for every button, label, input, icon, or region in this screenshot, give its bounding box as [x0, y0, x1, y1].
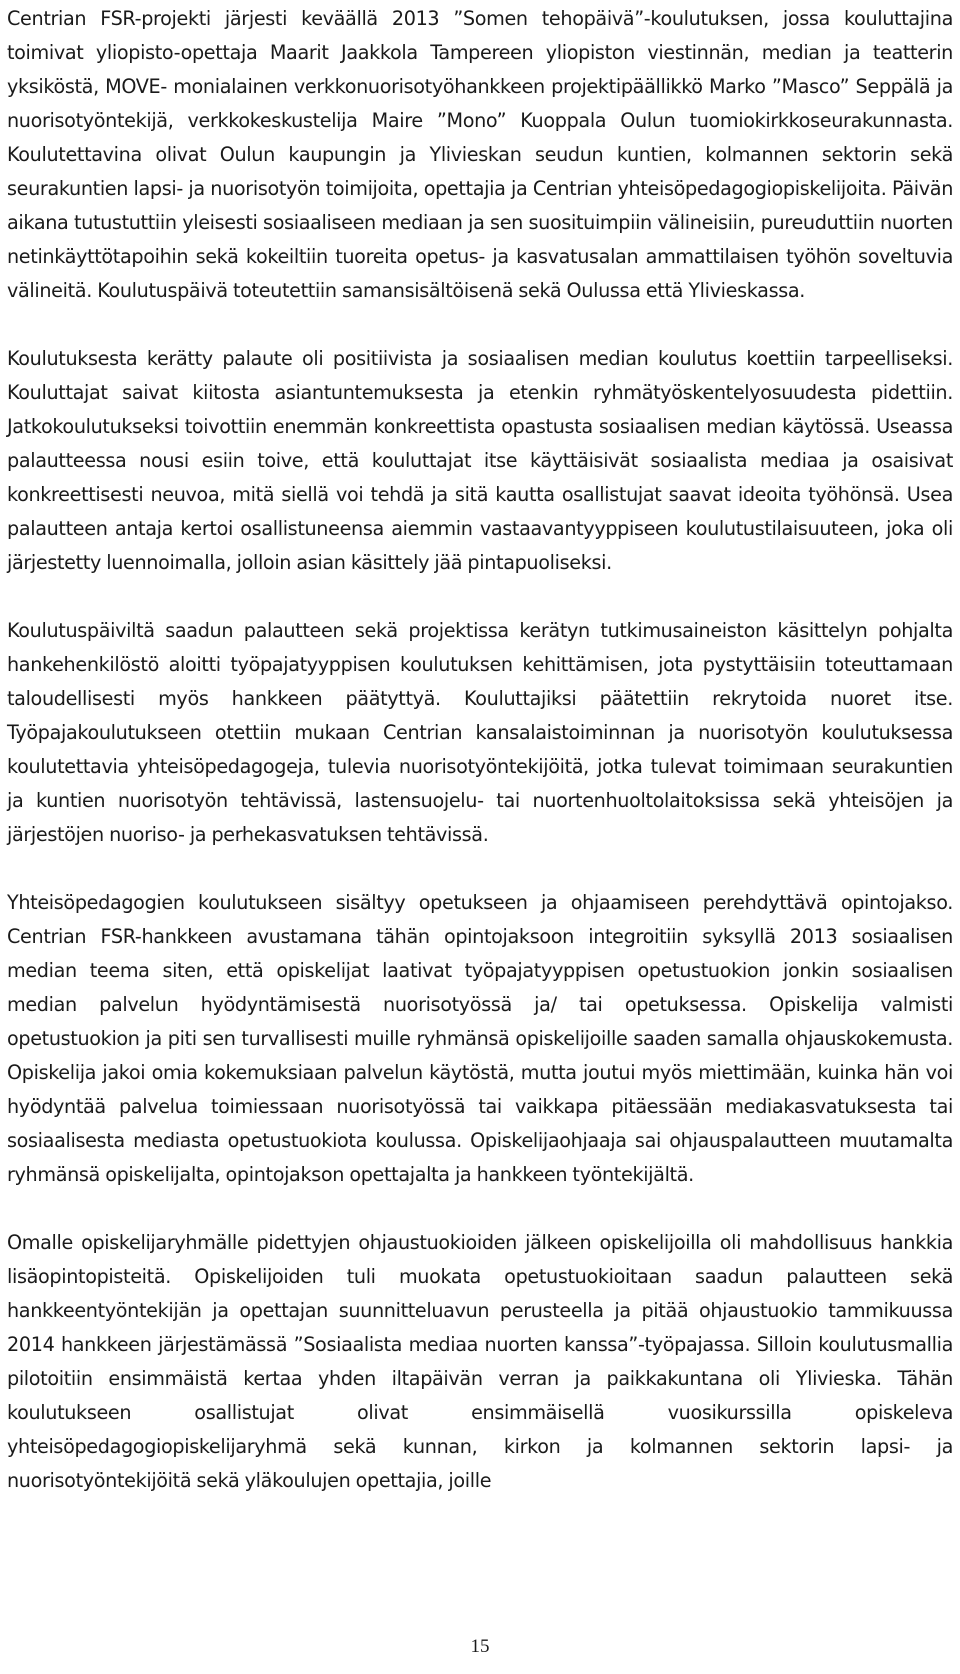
page-number: 15: [470, 1636, 490, 1657]
paragraph-workshop-development: Koulutuspäiviltä saadun palautteen sekä projektissa kerätyn tutkimusaineiston käsittelyn pohjalta hankehenkilöstö aloitti työpajatyyppisen koulutuksen kehittämisen, jota pystyttäisiin toteuttamaan taloudellisesti myös hankkeen päätyttyä. Kouluttajiksi päätettiin rekrytoida nuoret itse. Työpajakoulutukseen otettiin mukaan Centrian kansalaistoiminnan ja nuorisotyön koulutuksessa koulutettavia yhteisöpedagogeja, tulevia nuorisotyöntekijöitä, jotka tulevat toimimaan seurakuntien ja kuntien nuorisotyön tehtävissä, lastensuojelu- tai nuortenhuoltolaitoksissa sekä yhteisöjen ja järjestöjen nuoriso- ja perhekasvatuksen tehtävissä.: [7, 619, 953, 846]
paragraph-training-day: Centrian FSR-projekti järjesti keväällä 2013 ”Somen tehopäivä”-koulutuksen, jossa kouluttajina toimivat yliopisto-opettaja Maarit Jaakkola Tampereen yliopiston viestinnän, median ja teatterin yksiköstä, MOVE- monialainen verkkonuorisotyöhankkeen projektipäällikkö Marko ”Masco” Seppälä ja nuorisotyöntekijä, verkkokeskustelija Maire ”Mono” Kuoppala Oulun tuomiokirkkoseurakunnasta. Koulutettavina olivat Oulun kaupungin ja Ylivieskan seudun kuntien, kolmannen sektorin sekä seurakuntien lapsi- ja nuorisotyön toimijoita, opettajia ja Centrian yhteisöpedagogiopiskelijoita. Päivän aikana tutustuttiin yleisesti sosiaaliseen mediaan ja sen suosituimpiin välineisiin, pureuduttiin nuorten netinkäyttötapoihin sekä kokeiltiin tuoreita opetus- ja kasvatusalan ammattilaisen työhön soveltuvia välineitä. Koulutuspäivä toteutettiin samansisältöisenä sekä Oulussa että Ylivieskassa.: [7, 7, 953, 302]
paragraph-study-module: Yhteisöpedagogien koulutukseen sisältyy opetukseen ja ohjaamiseen perehdyttävä opintojakso. Centrian FSR-hankkeen avustamana tähän opintojaksoon integroitiin syksyllä 2013 sosiaalisen median teema siten, että opiskelijat laativat työpajatyyppisen opetustuokion jonkin sosiaalisen median palvelun hyödyntämisestä nuorisotyössä ja/ tai opetuksessa. Opiskelija valmisti opetustuokion ja piti sen turvallisesti muille ryhmänsä opiskelijoille saaden samalla ohjauskokemusta. Opiskelija jakoi omia kokemuksiaan palvelun käytöstä, mutta joutui myös miettimään, kuinka hän voi hyödyntää palvelua toimiessaan nuorisotyössä tai vaikkapa pitäessään mediakasvatuksesta tai sosiaalisesta mediasta opetustuokiota koulussa. Opiskelijaohjaaja sai ohjauspalautteen muutamalta ryhmänsä opiskelijalta, opintojakson opettajalta ja hankkeen työntekijältä.: [7, 891, 953, 1186]
paragraph-pilot-workshop: Omalle opiskelijaryhmälle pidettyjen ohjaustuokioiden jälkeen opiskelijoilla oli mahdollisuus hankkia lisäopintopisteitä. Opiskelijoiden tuli muokata opetustuokioitaan saadun palautteen sekä hankkeentyöntekijän ja opettajan suunnitteluavun perusteella ja pitää ohjaustuokio tammikuussa 2014 hankkeen järjestämässä ”Sosiaalista mediaa nuorten kanssa”-työpajassa. Silloin koulutusmallia pilotoitiin ensimmäistä kertaa yhden iltapäivän verran ja paikkakuntana oli Ylivieska. Tähän koulutukseen osallistujat olivat ensimmäisellä vuosikurssilla opiskeleva yhteisöpedagogiopiskelijaryhmä sekä kunnan, kirkon ja kolmannen sektorin lapsi- ja nuorisotyöntekijöitä sekä yläkoulujen opettajia, joille: [7, 1231, 953, 1492]
paragraph-feedback: Koulutuksesta kerätty palaute oli positiivista ja sosiaalisen median koulutus koettiin tarpeelliseksi. Kouluttajat saivat kiitosta asiantuntemuksesta ja etenkin ryhmätyöskentelyosuudesta pidettiin. Jatkokoulutukseksi toivottiin enemmän konkreettista opastusta sosiaalisen median käytössä. Useassa palautteessa nousi esiin toive, että kouluttajat itse käyttäisivät sosiaalista mediaa ja osaisivat konkreettisesti neuvoa, mitä siellä voi tehdä ja sitä kautta osallistujat saavat ideoita työhönsä. Usea palautteen antaja kertoi osallistuneensa aiemmin vastaavantyyppiseen koulutustilaisuuteen, joka oli järjestetty luennoimalla, jolloin asian käsittely jää pintapuoliseksi.: [7, 347, 953, 574]
body-text: [7, 2, 953, 1532]
